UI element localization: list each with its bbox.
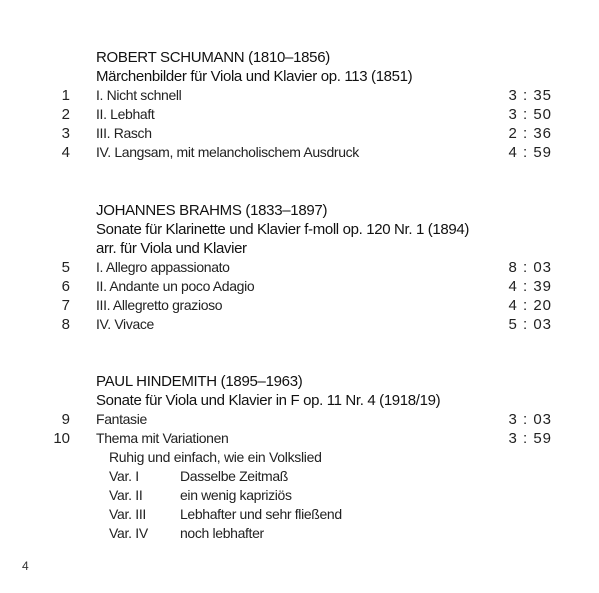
track-number: 10 bbox=[53, 430, 70, 447]
track-title: II. Andante un poco Adagio bbox=[96, 278, 255, 294]
track-row bbox=[0, 410, 599, 429]
track-number: 4 bbox=[61, 144, 70, 161]
theme-tempo: Ruhig und einfach, wie ein Volkslied bbox=[109, 449, 322, 465]
track-duration: 3 : 35 bbox=[508, 87, 552, 104]
track-row bbox=[0, 143, 599, 162]
track-row bbox=[0, 277, 599, 296]
track-duration: 3 : 59 bbox=[508, 430, 552, 447]
section-schumann bbox=[0, 48, 599, 162]
composer-heading: JOHANNES BRAHMS (1833–1897) bbox=[96, 202, 328, 219]
section-brahms bbox=[0, 201, 599, 334]
track-duration: 4 : 39 bbox=[508, 278, 552, 295]
track-duration: 5 : 03 bbox=[508, 316, 552, 333]
track-duration: 4 : 20 bbox=[508, 297, 552, 314]
track-title: IV. Langsam, mit melancholischem Ausdruck bbox=[96, 144, 359, 160]
track-duration: 8 : 03 bbox=[508, 259, 552, 276]
track-number: 5 bbox=[61, 259, 70, 276]
work-arrangement: arr. für Viola und Klavier bbox=[96, 240, 247, 257]
track-number: 7 bbox=[61, 297, 70, 314]
track-title: II. Lebhaft bbox=[96, 106, 155, 122]
variation-label: Var. I bbox=[109, 468, 139, 484]
track-row bbox=[0, 429, 599, 448]
track-title: III. Allegretto grazioso bbox=[96, 297, 223, 313]
composer-heading: ROBERT SCHUMANN (1810–1856) bbox=[96, 49, 330, 66]
variation-row bbox=[0, 505, 599, 524]
page-number: 4 bbox=[22, 559, 29, 573]
track-title: I. Allegro appassionato bbox=[96, 259, 230, 275]
track-number: 2 bbox=[61, 106, 70, 123]
variation-label: Var. III bbox=[109, 506, 147, 522]
variation-tempo: Lebhafter und sehr fließend bbox=[180, 506, 342, 522]
work-title: Sonate für Klarinette und Klavier f-moll op. 120 Nr. 1 (1894) bbox=[96, 221, 470, 238]
track-number: 1 bbox=[61, 87, 70, 104]
track-number: 6 bbox=[61, 278, 70, 295]
track-title: Thema mit Variationen bbox=[96, 430, 229, 446]
track-duration: 4 : 59 bbox=[508, 144, 552, 161]
work-title: Sonate für Viola und Klavier in F op. 11 Nr. 4 (1918/19) bbox=[96, 392, 441, 409]
track-number: 8 bbox=[61, 316, 70, 333]
track-duration: 2 : 36 bbox=[508, 125, 552, 142]
track-duration: 3 : 50 bbox=[508, 106, 552, 123]
variation-row bbox=[0, 467, 599, 486]
track-number: 9 bbox=[61, 411, 70, 428]
variation-tempo: noch lebhafter bbox=[180, 525, 264, 541]
track-row bbox=[0, 105, 599, 124]
track-title: Fantasie bbox=[96, 411, 147, 427]
composer-heading: PAUL HINDEMITH (1895–1963) bbox=[96, 373, 303, 390]
track-title: III. Rasch bbox=[96, 125, 152, 141]
track-title: I. Nicht schnell bbox=[96, 87, 182, 103]
work-title: Märchenbilder für Viola und Klavier op. 113 (1851) bbox=[96, 68, 413, 85]
variation-row bbox=[0, 486, 599, 505]
track-title: IV. Vivace bbox=[96, 316, 154, 332]
variation-tempo: Dasselbe Zeitmaß bbox=[180, 468, 288, 484]
track-row bbox=[0, 258, 599, 277]
track-row bbox=[0, 124, 599, 143]
section-hindemith bbox=[0, 372, 599, 543]
track-duration: 3 : 03 bbox=[508, 411, 552, 428]
track-row bbox=[0, 86, 599, 105]
variation-tempo: ein wenig kapriziös bbox=[180, 487, 292, 503]
variation-row bbox=[0, 524, 599, 543]
track-row bbox=[0, 296, 599, 315]
track-row bbox=[0, 315, 599, 334]
variation-label: Var. IV bbox=[109, 525, 148, 541]
track-number: 3 bbox=[61, 125, 70, 142]
variation-label: Var. II bbox=[109, 487, 143, 503]
